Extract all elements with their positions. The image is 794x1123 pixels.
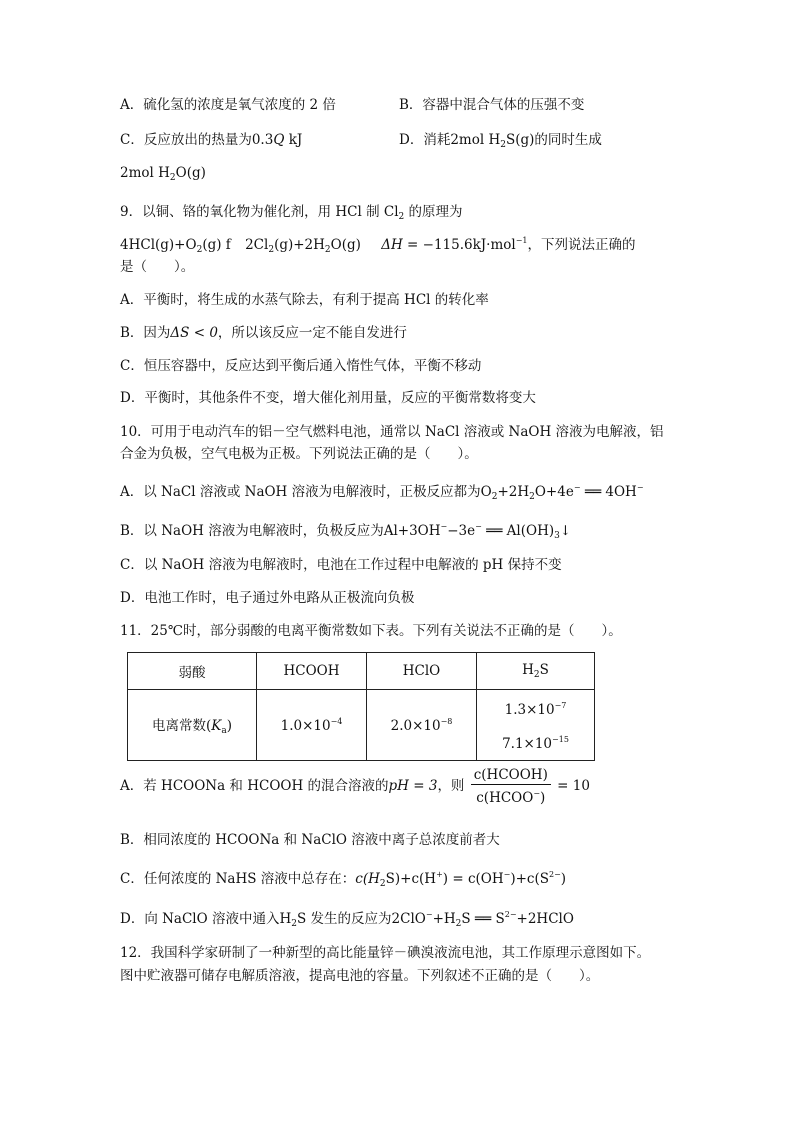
q10-option-d: D．电池工作时，电子通过外电路从正极流向负极 [120,590,415,606]
q8-option-c: C．反应放出的热量为0.3Q kJ [120,132,303,148]
q9-stem: 9．以铜、铬的氧化物为催化剂，用 HCl 制 $Cl_2$ 的原理为 [120,204,463,222]
ka-header-acid: 弱酸 [128,653,257,690]
ka-row-label: 电离常数$(K_a)$ [128,690,257,761]
q8-option-b: B．容器中混合气体的压强不变 [399,97,585,113]
q10-option-a: A．以 NaCl 溶液或 NaOH 溶液为电解液时，正极反应都为$O_2+2H_2O+4e^-$ ══ 4OH− [120,483,644,502]
q9-option-a: A．平衡时，将生成的水蒸气除去，有利于提高 HCl 的转化率 [120,292,489,308]
ka-value-hclo: $2.0\times 10^{-8}$ [367,690,477,761]
q9-equation: $4HCl(g)+O_2(g)$ f $2Cl_2(g)+2H_2O(g) \Delta H = -115.6kJ\cdot mol^{-1}$，下列说法正确的 [120,236,636,255]
q11-option-d: D．向 NaClO 溶液中通入$H_2S$ 发生的反应为$2ClO^-+H_2S$ ══ $S^{2-}+2HClO$ [120,910,574,929]
ka-header-hcooh: HCOOH [257,653,367,690]
q10-option-b: B．以 NaOH 溶液为电解液时，负极反应为Al+3OH−−3e− ══ $Al(OH)_3↓$ [120,522,572,541]
q10-option-c: C．以 NaOH 溶液为电解液时，电池在工作过程中电解液的 pH 保持不变 [120,557,562,573]
q11-stem: 11．25℃时，部分弱酸的电离平衡常数如下表。下列有关说法不正确的是（ ）。 [120,623,622,639]
q9-stem-end: 是（ ）。 [120,259,195,275]
q10-stem-line2: 合金为负极，空气电极为正极。下列说法正确的是（ ）。 [120,446,478,462]
q11-option-b: B．相同浓度的 HCOONa 和 NaClO 溶液中离子总浓度前者大 [120,832,500,848]
q8-option-a: A．硫化氢的浓度是氧气浓度的 2 倍 [120,97,336,113]
ka-value-h2s: $1.3\times 10^{-7}$ $7.1\times 10^{-15}$ [477,690,595,761]
q12-stem-line2: 图中贮液器可储存电解质溶液，提高电池的容量。下列叙述不正确的是（ ）。 [120,968,600,984]
ka-header-hclo: HClO [367,653,477,690]
q8-option-d: D．消耗2mol $H_2S(g)$的同时生成 [399,132,602,150]
ka-table [127,652,595,761]
q8-option-d-cont: 2mol $H_2O(g)$ [120,165,206,183]
q11-option-c: C．任何浓度的 NaHS 溶液中总存在：$c(H_2S)+c(H^+) = c(OH^-)+c(S^{2-})$ [120,870,567,889]
q9-option-b: B．因为ΔS < 0，所以该反应一定不能自发进行 [120,325,407,341]
q11-option-a: A．若 HCOONa 和 HCOOH 的混合溶液的pH = 3，则 $\frac{\text{c(HCOOH)}}{c(HCOO^-)}$ = 10 [120,767,590,806]
q12-stem-line1: 12．我国科学家研制了一种新型的高比能量锌－碘溴液流电池，其工作原理示意图如下。 [120,945,651,961]
q9-option-c: C．恒压容器中，反应达到平衡后通入惰性气体，平衡不移动 [120,358,482,374]
ka-header-h2s: $H_2S$ [477,653,595,690]
q10-stem-line1: 10．可用于电动汽车的铝－空气燃料电池，通常以 NaCl 溶液或 NaOH 溶液为电解液，铝 [120,424,664,440]
ratio-fraction: $\frac{\text{c(HCOOH)}}{c(HCOO^-)}$ [471,767,551,806]
ka-value-hcooh: $1.0\times 10^{-4}$ [257,690,367,761]
q9-option-d: D．平衡时，其他条件不变，增大催化剂用量，反应的平衡常数将变大 [120,390,536,406]
